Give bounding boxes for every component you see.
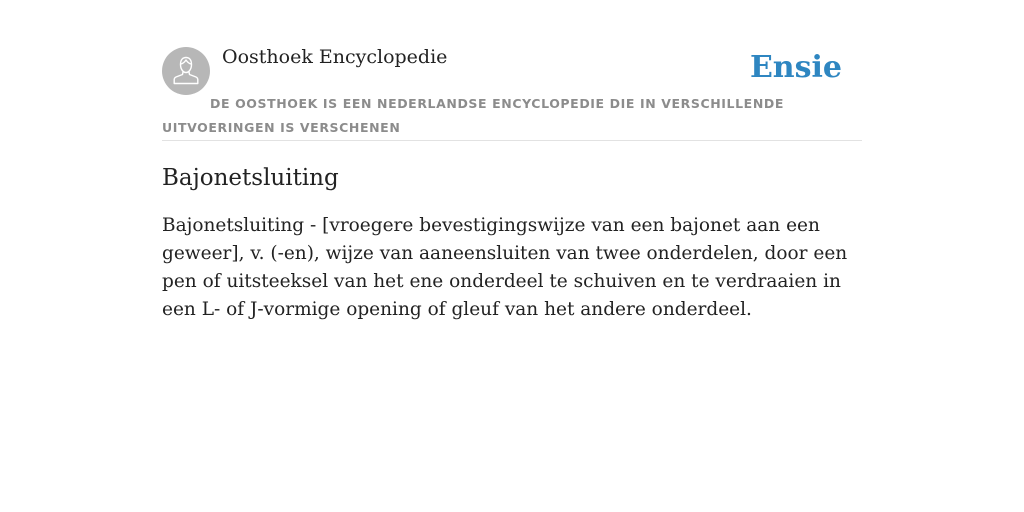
article-body: Bajonetsluiting - [vroegere bevestigingswijze van een bajonet aan een geweer], v. (-en), wijze van aaneensluiten van twee onderdelen, door een pen of uitsteeksel van het ene onderdeel te schuiven en te verdraaien in een L- of J-vormige opening of gleuf van het andere onderdeel. <box>162 215 848 320</box>
article-title: Bajonetsluiting <box>162 165 339 191</box>
source-avatar[interactable] <box>162 47 210 95</box>
source-header <box>162 44 862 141</box>
source-name[interactable]: Oosthoek Encyclopedie <box>222 46 448 68</box>
source-description: DE OOSTHOEK IS EEN NEDERLANDSE ENCYCLOPEDIE DIE IN VERSCHILLENDE UITVOERINGEN IS VERSCHENEN <box>162 96 784 135</box>
article <box>162 160 862 324</box>
user-icon <box>162 47 210 95</box>
ensie-logo-link[interactable]: Ensie <box>749 50 842 85</box>
